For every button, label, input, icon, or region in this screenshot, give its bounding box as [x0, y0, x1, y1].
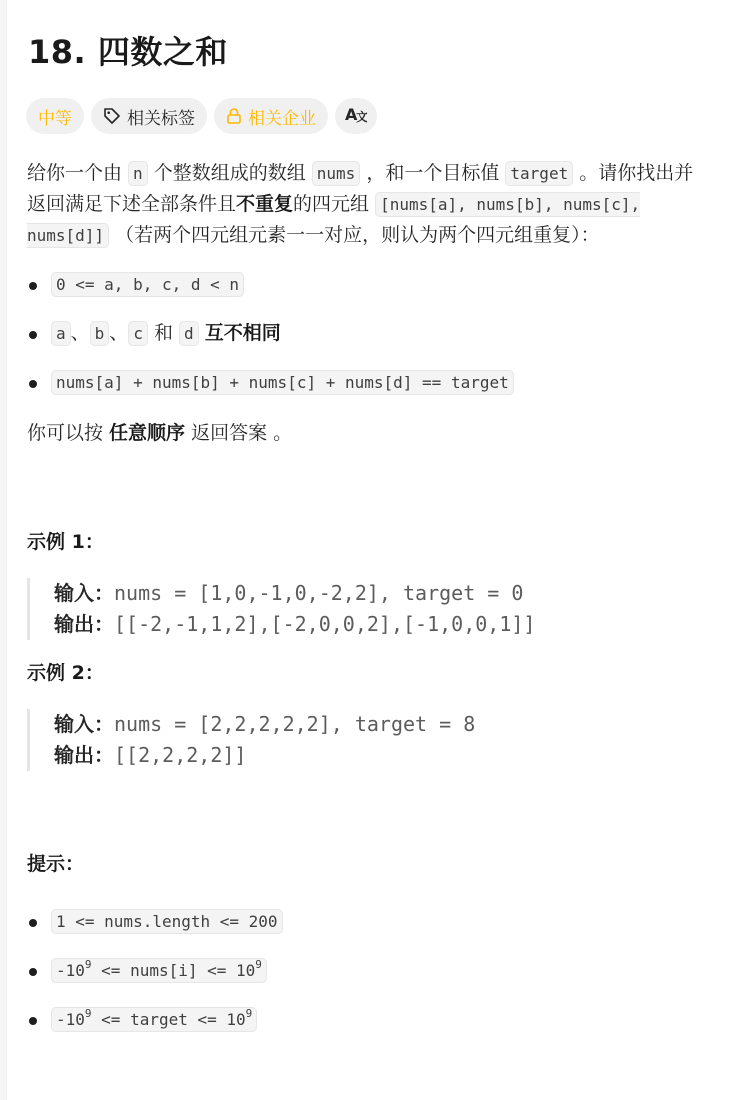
constraint-nums-range: [51, 958, 267, 983]
conditions-list: [27, 269, 707, 398]
example-output-line: [54, 740, 707, 771]
code-nums: nums: [312, 161, 361, 186]
condition-3: nums[a] + nums[b] + nums[c] + nums[d] == target: [51, 370, 514, 395]
translate-button[interactable]: [335, 98, 377, 134]
svg-text:文: 文: [356, 110, 367, 123]
text: 的四元组: [293, 193, 376, 215]
list-item: [27, 269, 707, 300]
code-quadruplet: [nums[a], nums[b], nums[c], nums[d]]: [27, 192, 640, 248]
example-input-line: [54, 709, 707, 740]
constraint-target-range: [51, 1007, 257, 1032]
text: <= target <= 10: [91, 1010, 246, 1029]
example-output-line: [54, 609, 707, 640]
text: -10: [56, 1010, 85, 1029]
constraints-list: [27, 906, 707, 1035]
text: 给你一个由: [27, 162, 129, 184]
left-divider[interactable]: [0, 0, 7, 1100]
bold-no-duplicate: 不重复: [236, 193, 294, 215]
example-title: 示例 2：: [27, 662, 104, 684]
problem-description: [27, 158, 707, 1035]
condition-1: 0 <= a, b, c, d < n: [51, 272, 244, 297]
related-companies-button[interactable]: [214, 98, 328, 134]
constraint-length: 1 <= nums.length <= 200: [51, 909, 283, 934]
superscript: 9: [84, 958, 92, 971]
text: 、: [70, 322, 90, 344]
input-label: 输入：: [54, 581, 114, 605]
code-d: d: [179, 321, 199, 346]
example-title: 示例 1：: [27, 531, 104, 553]
code-n: n: [128, 161, 148, 186]
list-item: [27, 318, 707, 349]
example-2: [27, 658, 707, 771]
problem-title: 18. 四数之和: [28, 33, 228, 71]
text: 、: [109, 322, 129, 344]
difficulty-badge[interactable]: 中等: [26, 98, 84, 134]
text: 返回答案 。: [185, 422, 293, 444]
description-paragraph: [27, 158, 707, 251]
text: <= nums[i] <= 10: [91, 961, 256, 980]
svg-text:A: A: [345, 105, 358, 123]
text: 个整数组成的数组: [147, 162, 312, 184]
translate-icon: [345, 105, 367, 127]
tag-icon: [103, 107, 121, 125]
code-b: b: [90, 321, 110, 346]
list-item: [27, 906, 707, 937]
text: 你可以按: [27, 422, 110, 444]
text: 。请你找出并返回满足下述全部条件且: [27, 162, 694, 215]
list-item: [27, 1004, 707, 1035]
text: （若两个四元组元素一一对应，则认为两个四元组重复）：: [109, 224, 600, 246]
superscript: 9: [245, 1007, 253, 1020]
example-input-line: [54, 578, 707, 609]
input-label: 输入：: [54, 712, 114, 736]
code-c: c: [128, 321, 148, 346]
code-target: target: [505, 161, 573, 186]
superscript: 9: [84, 1007, 92, 1020]
example-output: [[-2,-1,1,2],[-2,0,0,2],[-1,0,0,1]]: [114, 612, 536, 636]
list-item: [27, 955, 707, 986]
text: ，和一个目标值: [360, 162, 506, 184]
constraints-title: 提示：: [27, 853, 85, 875]
bold-distinct: 互不相同: [204, 322, 281, 344]
example-1: [27, 527, 707, 640]
example-input: nums = [1,0,-1,0,-2,2], target = 0: [114, 581, 524, 605]
bold-any-order: 任意顺序: [109, 422, 186, 444]
example-output: [[2,2,2,2]]: [114, 743, 247, 767]
code-a: a: [51, 321, 71, 346]
related-tags-button[interactable]: [91, 98, 207, 134]
superscript: 9: [255, 958, 262, 971]
output-label: 输出：: [54, 612, 114, 636]
related-companies-label: 相关企业: [248, 108, 316, 129]
text: 和: [147, 322, 180, 344]
example-block: [27, 709, 707, 771]
example-block: [27, 578, 707, 640]
tag-row: [26, 98, 377, 134]
lock-icon: [226, 107, 242, 125]
order-note: [27, 418, 707, 449]
output-label: 输出：: [54, 743, 114, 767]
list-item: [27, 367, 707, 398]
text: -10: [56, 961, 85, 980]
example-input: nums = [2,2,2,2,2], target = 8: [114, 712, 476, 736]
related-tags-label: 相关标签: [127, 108, 195, 129]
